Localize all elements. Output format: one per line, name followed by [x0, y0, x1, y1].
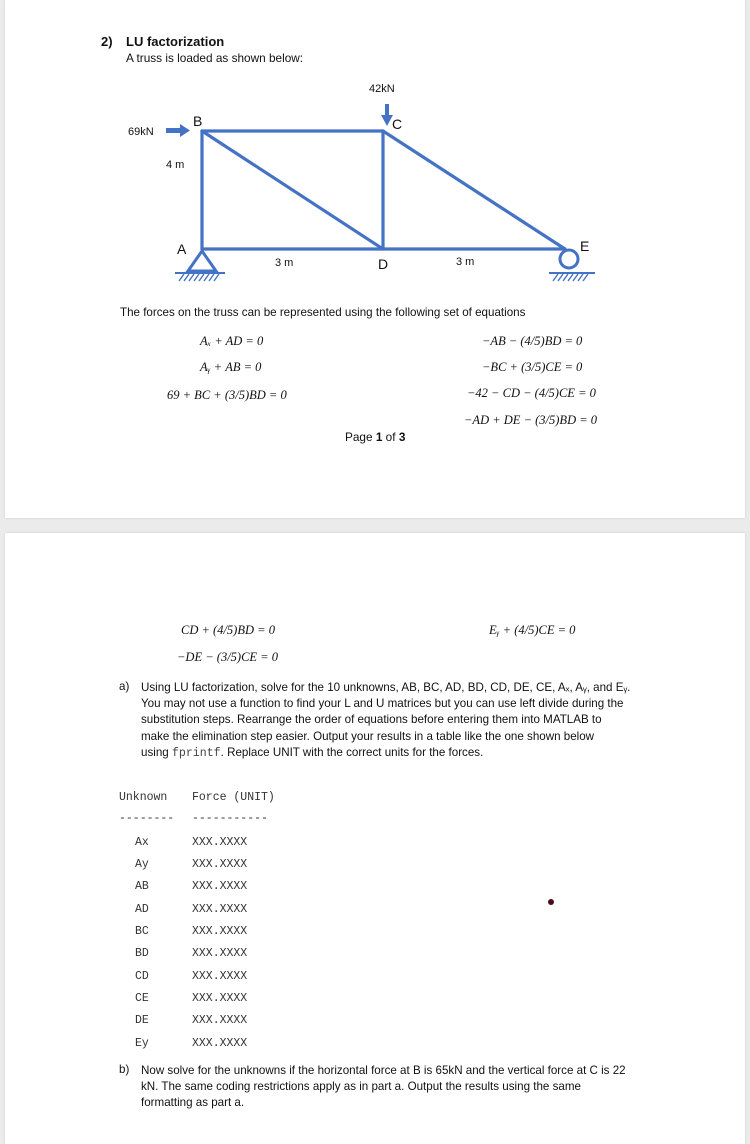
table-row-name: CE: [135, 992, 149, 1005]
table-row-name: Ay: [135, 858, 149, 871]
table-row-name: AD: [135, 903, 149, 916]
table-row-value: XXX.XXXX: [192, 836, 248, 849]
table-row-value: XXX.XXXX: [192, 880, 248, 893]
table-row-value: XXX.XXXX: [192, 1037, 248, 1050]
table-row-value: XXX.XXXX: [192, 903, 248, 916]
stray-dot: [548, 899, 554, 905]
vertical-force-label: 42kN: [369, 83, 395, 95]
member-ce: [383, 131, 565, 249]
node-label-d: D: [378, 256, 389, 272]
equation: CD + (4/5)BD = 0: [181, 623, 275, 637]
page-footer: Page 1 of 3: [345, 430, 406, 444]
table-row-name: Ey: [135, 1037, 149, 1050]
table-header-unknown: Unknown: [119, 791, 168, 804]
table-row-value: XXX.XXXX: [192, 1014, 248, 1027]
equation: Aᵧ + AB = 0: [200, 360, 262, 374]
table-row-name: CD: [135, 970, 149, 983]
truss-members: [202, 131, 565, 249]
span-right-label: 3 m: [456, 256, 475, 268]
fprintf-code: fprintf: [171, 746, 221, 760]
equation: −DE − (3/5)CE = 0: [177, 650, 278, 664]
table-row-value: XXX.XXXX: [192, 925, 248, 938]
horizontal-force-label: 69kN: [128, 126, 154, 138]
table-row-value: XXX.XXXX: [192, 858, 248, 871]
question-number: 2): [101, 34, 113, 49]
equation: Aₓ + AD = 0: [200, 334, 264, 348]
equation: −AB − (4/5)BD = 0: [482, 334, 583, 348]
equation: 69 + BC + (3/5)BD = 0: [167, 388, 287, 402]
table-row-value: XXX.XXXX: [192, 970, 248, 983]
table-row-name: BD: [135, 947, 149, 960]
table-row-name: DE: [135, 1014, 149, 1027]
table-row-value: XXX.XXXX: [192, 947, 248, 960]
node-label-e: E: [580, 238, 590, 254]
table-rule: -----------: [192, 812, 268, 825]
table-header-force: Force (UNIT): [192, 791, 275, 804]
equation: Eᵧ + (4/5)CE = 0: [489, 623, 576, 637]
part-b-text: Now solve for the unknowns if the horizontal force at B is 65kN and the vertical force at C is 22 kN. The same coding restrictions apply as in part a. Output the results using the same formatting as part a.: [141, 1064, 626, 1110]
part-b-label: b): [119, 1063, 130, 1076]
question-intro: A truss is loaded as shown below:: [126, 51, 304, 65]
truss-diagram: [5, 0, 745, 300]
part-a-text: Using LU factorization, solve for the 10 unknowns, AB, BC, AD, BD, CD, DE, CE, Aₓ, Aᵧ, and Eᵧ. You may not use a function to find your L and U matrices but you can use left divide during the substitution steps. Rearrange the order of equations before entering them into MATLAB to make the elimination step easier. Output your results in a table like the one shown below using fprintf. Replace UNIT with the correct units for the forces.: [141, 681, 631, 760]
document-page-1: [5, 0, 745, 518]
span-left-label: 3 m: [275, 257, 294, 269]
equation: −BC + (3/5)CE = 0: [482, 360, 583, 374]
node-label-b: B: [193, 113, 203, 129]
question-title: LU factorization: [126, 34, 225, 49]
member-bd: [202, 131, 383, 249]
table-rule: --------: [119, 812, 175, 825]
equation: −AD + DE − (3/5)BD = 0: [464, 413, 598, 427]
table-row-name: Ax: [135, 836, 149, 849]
table-row-name: AB: [135, 880, 149, 893]
height-label: 4 m: [166, 159, 185, 171]
table-row-name: BC: [135, 925, 149, 938]
equations-intro: The forces on the truss can be represented using the following set of equations: [120, 306, 526, 319]
horizontal-force-arrow: [166, 124, 190, 137]
node-label-c: C: [392, 116, 403, 132]
equation: −42 − CD − (4/5)CE = 0: [467, 386, 596, 400]
roller-support-e: [549, 250, 595, 281]
table-row-value: XXX.XXXX: [192, 992, 248, 1005]
document-page-2: [5, 533, 745, 1144]
part-a-label: a): [119, 680, 130, 693]
node-label-a: A: [177, 241, 187, 257]
